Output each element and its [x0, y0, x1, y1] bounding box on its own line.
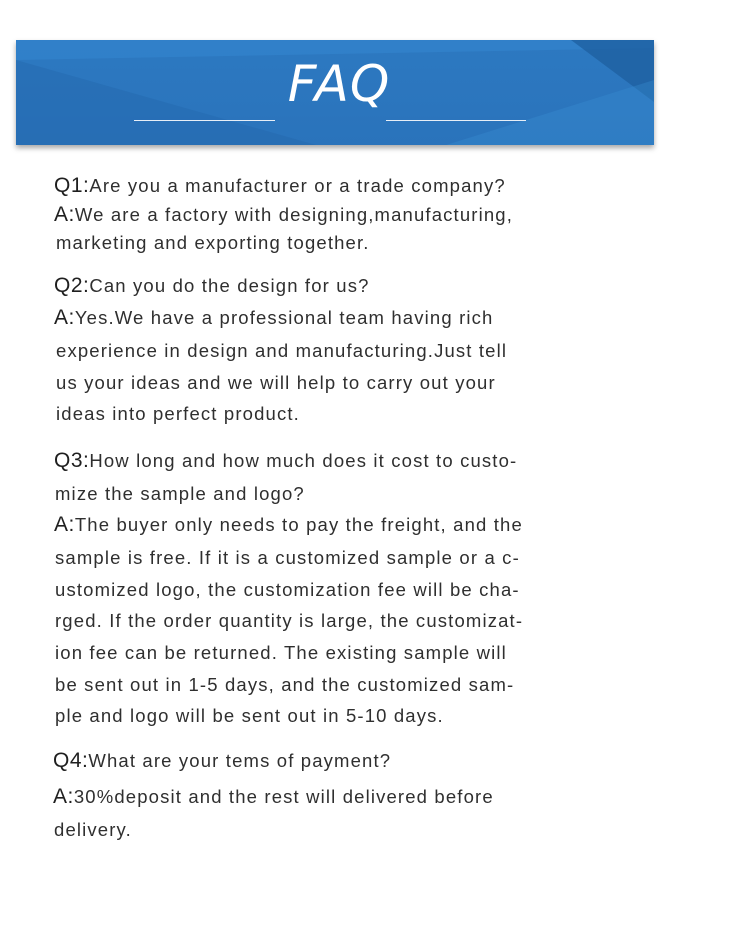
faq-1-answer-prefix: A:	[54, 203, 75, 226]
faq-2-answer-line-3: us your ideas and we will help to carry out your	[56, 372, 496, 393]
faq-2-answer-line-4: ideas into perfect product.	[56, 403, 300, 424]
faq-3-answer-line-6: be sent out in 1-5 days, and the customized sam-	[55, 674, 515, 695]
faq-2-answer-line-2: experience in design and manufacturing.Just tell	[56, 340, 508, 361]
faq-1-answer-line-1	[54, 203, 513, 227]
faq-3-answer-line-1	[54, 513, 523, 537]
faq-3-question-text: How long and how much does it cost to custo-	[89, 450, 518, 471]
faq-4-question-line-1	[53, 749, 391, 773]
faq-3-question-line-2: mize the sample and logo?	[55, 483, 305, 504]
faq-1-answer-line-2: marketing and exporting together.	[56, 232, 370, 253]
faq-4-question-text: What are your tems of payment?	[88, 750, 392, 771]
faq-2-answer-line-1	[54, 306, 493, 330]
faq-2-question-text: Can you do the design for us?	[89, 275, 370, 296]
faq-4-answer-text: 30%deposit and the rest will delivered before	[73, 786, 494, 807]
faq-2-question-prefix: Q2:	[54, 274, 90, 297]
faq-3-answer-prefix: A:	[54, 513, 75, 536]
faq-3-answer-line-2: sample is free. If it is a customized sample or a c-	[55, 547, 520, 568]
faq-3-answer-line-4: rged. If the order quantity is large, the customizat-	[55, 610, 524, 631]
faq-4-question-prefix: Q4:	[53, 749, 89, 772]
faq-3-question-prefix: Q3:	[54, 449, 90, 472]
faq-4-answer-line-1	[53, 785, 494, 809]
faq-3-answer-line-5: ion fee can be returned. The existing sample will	[55, 642, 507, 663]
faq-1-answer-text: We are a factory with designing,manufacturing,	[74, 204, 514, 225]
faq-3-question-line-1	[54, 449, 517, 473]
faq-2-question-line-1	[54, 274, 370, 298]
faq-4-answer-line-2: delivery.	[54, 819, 132, 840]
faq-1-question-prefix: Q1:	[54, 174, 90, 197]
faq-3-answer-line-7: ple and logo will be sent out in 5-10 days.	[55, 705, 444, 726]
faq-3-answer-line-3: ustomized logo, the customization fee will be cha-	[55, 579, 520, 600]
faq-1-question-line-1	[54, 174, 506, 198]
faq-1-question-text: Are you a manufacturer or a trade company?	[89, 175, 506, 196]
faq-2-answer-prefix: A:	[54, 306, 75, 329]
faq-3-answer-text: The buyer only needs to pay the freight, and the	[74, 514, 523, 535]
faq-2-answer-text: Yes.We have a professional team having rich	[74, 307, 494, 328]
page-title: FAQ	[287, 55, 391, 113]
faq-4-answer-prefix: A:	[53, 785, 74, 808]
